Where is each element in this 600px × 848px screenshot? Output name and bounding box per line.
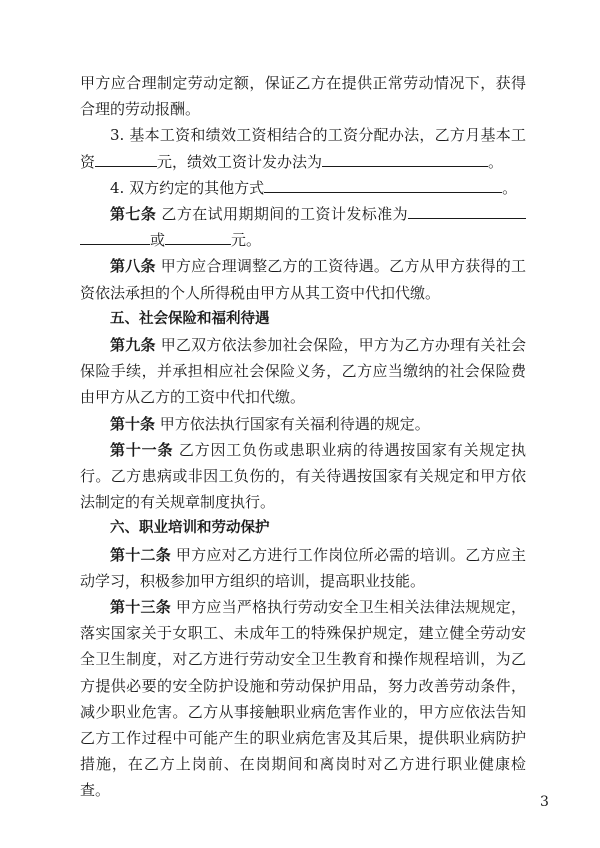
document-body: [80, 70, 526, 804]
article-8-text: 甲方应合理调整乙方的工资待遇。乙方从甲方获得的工资依法承担的个人所得税由甲方从其工资中代扣代缴。: [80, 257, 526, 302]
item-4-text: 4. 双方约定的其他方式: [110, 178, 265, 197]
article-13-label: 第十三条: [110, 598, 171, 617]
other-method-blank: [264, 177, 502, 193]
article-13: [80, 594, 526, 804]
article-12-text: 甲方应对乙方进行工作岗位所必需的培训。乙方应主动学习，积极参加甲方组织的培训，提高职业技能。: [80, 545, 526, 590]
article-7-text-c: 元。: [231, 231, 262, 250]
item-3-text: 3. 基本工资和绩效工资相结合的工资分配办法，乙方月基本工: [110, 126, 526, 145]
article-7: [80, 201, 526, 253]
paragraph-item-4: [80, 175, 526, 201]
base-wage-blank: [95, 151, 157, 167]
article-7-label: 第七条: [110, 205, 157, 224]
article-10-text: 甲方依法执行国家有关福利待遇的规定。: [159, 414, 430, 433]
probation-wage-blank-1: [408, 203, 526, 219]
section-heading-6: 六、职业培训和劳动保护: [110, 520, 270, 537]
probation-wage-blank-2: [80, 229, 150, 245]
paragraph-labor-quota: [80, 70, 526, 122]
probation-wage-blank-3: [165, 229, 231, 245]
item-3-text-b: 元，绩效工资计发办法为: [157, 152, 323, 171]
section-heading-5: 五、社会保险和福利待遇: [110, 310, 270, 327]
article-9: [80, 332, 526, 411]
performance-pay-blank: [322, 151, 488, 167]
article-12: [80, 542, 526, 594]
article-11: [80, 437, 526, 516]
article-12-label: 第十二条: [110, 545, 171, 564]
article-13-text: 甲方应当严格执行劳动安全卫生相关法律法规规定，落实国家关于女职工、未成年工的特殊保护规定，建立健全劳动安全卫生制度，对乙方进行劳动安全卫生教育和操作规程培训，为乙方提供必要的安全防护设施和劳动保护用品，努力改善劳动条件，减少职业危害。乙方从事接触职业病危害作业的，甲方应依法告知乙方工作过程中可能产生的职业病危害及其后果，提供职业病防护措施，在乙方上岗前、在岗期间和离岗时对乙方进行职业健康检查。: [80, 598, 526, 800]
article-8: [80, 253, 526, 305]
article-11-text: 乙方因工负伤或患职业病的待遇按国家有关规定执行。乙方患病或非因工负伤的，有关待遇按国家有关规定和甲方依法制定的有关规章制度执行。: [80, 440, 526, 512]
article-7-text-a: 乙方在试用期期间的工资计发标准为: [161, 205, 408, 224]
paragraph-text: 甲方应合理制定劳动定额，保证乙方在提供正常劳动情况下，获得合理的劳动报酬。: [80, 74, 526, 119]
article-8-label: 第八条: [110, 257, 156, 276]
article-11-label: 第十一条: [110, 440, 174, 459]
page-number: 3: [540, 794, 549, 810]
paragraph-item-3: [80, 122, 526, 174]
item-4-end: 。: [502, 178, 518, 197]
item-3-text-a: 资: [80, 152, 96, 171]
article-10: [80, 411, 526, 437]
article-7-text-or: 或: [150, 231, 166, 250]
article-10-label: 第十条: [110, 414, 156, 433]
article-9-text: 甲乙双方依法参加社会保险，甲方为乙方办理有关社会保险手续，并承担相应社会保险义务，乙方应当缴纳的社会保险费由甲方从乙方的工资中代扣代缴。: [80, 336, 526, 407]
item-3-text-c: 。: [488, 152, 504, 171]
article-9-label: 第九条: [110, 336, 156, 355]
